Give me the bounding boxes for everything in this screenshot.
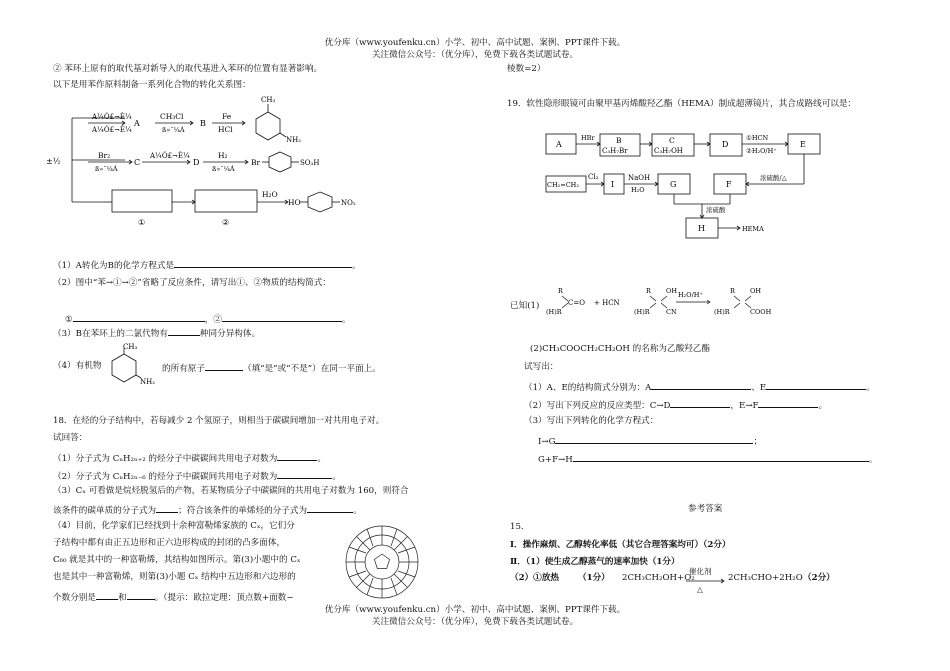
catalyst-arrow [686, 578, 726, 586]
flow-hbr: HBr [581, 134, 595, 142]
answer-15: 15． [510, 522, 530, 532]
r1-bot-cond: A¼Ó£¬È¼ [92, 126, 132, 134]
flow-conc-1: 浓硫酸/△ [760, 174, 787, 182]
footer-line-1: 优分库（www.youfenku.cn）小学、初中、高中试题、案例、PPT课件下载。 [324, 605, 626, 615]
mid-cond: A¼Ó£¬È¼ [150, 152, 190, 160]
label-B: B [200, 119, 206, 128]
answer-15-ii-2b: （1分） [578, 573, 610, 583]
known-prefix: 已知(1) [510, 301, 540, 311]
ch3-group-1: CH₃ [261, 96, 276, 104]
question-4-prefix: （4）有机物 [53, 361, 102, 371]
answer-15-ii-2e: （2分） [803, 573, 835, 583]
q4-ch3: CH₃ [123, 343, 138, 351]
q18-title: 18．在烃的分子结构中，若每减少 2 个氢原子，则相当于碳碳间增加一对共用电子对。 [53, 416, 385, 426]
known-2: (2)CH₃COOCH₂CH₂OH 的名称为乙酸羟乙酯 [530, 344, 710, 354]
r1-top-cond: A¼Ó£¬È¼ [92, 113, 132, 121]
answers-title: 参考答案 [688, 504, 723, 514]
question-2: （2）图中“苯→①→②”省略了反应条件，请写出①、②物质的结构简式： [53, 278, 331, 288]
known-acid: H₂O/H⁺ [678, 291, 703, 299]
q18-part-1: （1）分子式为 CₙH₂ₙ₊₂ 的烃分子中碳碳间共用电子对数为 。 [53, 451, 326, 465]
nh2-group-1: NH₂ [286, 136, 302, 144]
flow-D: D [722, 140, 729, 149]
br-group: Br [251, 158, 261, 167]
question-2-answers: ① ，② 。 [65, 312, 351, 326]
flow-naoh: NaOH [628, 174, 651, 182]
header-line-2: 关注微信公众号：（优分库），免费下载各类试题试卷。 [371, 50, 579, 60]
answer-blank-q4[interactable] [205, 361, 243, 371]
q18-part-3a: （3）Cₓ 可看做是烷烃脱氢后的产物，若某物质分子中碳碳间的共用电子对数为 160，则符合 [53, 486, 409, 496]
label-C: C [134, 158, 141, 167]
scheme-start: ±½ [46, 157, 61, 166]
q19-part-3: （3）写出下列转化的化学方程式： [524, 416, 659, 426]
flow-G: G [670, 180, 677, 189]
known-plus-hcn: + HCN [594, 299, 620, 307]
answer-blank-q19-3b[interactable] [573, 452, 869, 462]
flow-ethylene: CH₂=CH₂ [547, 181, 579, 189]
q19-title: 19．软性隐形眼镜可由聚甲基丙烯酸羟乙酯（HEMA）制成超薄镜片，其合成路线可以是： [507, 99, 857, 109]
h2-reagent: H₂ [218, 151, 228, 160]
known-r2: R [646, 287, 651, 295]
q18-part-3b: 该条件的碳单质的分子式为 ；符合该条件的单烯烃的分子式为 。 [53, 503, 362, 517]
answer-blank-q18-2[interactable] [277, 469, 332, 479]
flow-F: F [726, 180, 732, 189]
br2-reagent: Br₂ [98, 151, 111, 160]
br2-cond: ß»¯¼Á [95, 165, 118, 173]
answer-blank-q18-1[interactable] [277, 451, 317, 461]
catalyst-label: 催化剂 [689, 567, 712, 576]
so3h-group: SO₃H [300, 159, 320, 167]
known-r1: R [558, 287, 563, 295]
rule-2-text: ② 苯环上原有的取代基对新导入的取代基进入苯环的位置有显著影响。 [53, 64, 323, 74]
answer-15-ii: Ⅱ．（1）使生成乙醇蒸气的速率加快（1分） [510, 557, 680, 567]
answer-blank-q18-3a[interactable] [156, 503, 178, 513]
q18-ask: 试回答： [53, 433, 88, 443]
answer-15-i: Ⅰ．操作麻烦、乙醇转化率低（其它合理答案均可）（2分） [510, 540, 731, 550]
label-D: D [193, 158, 200, 167]
answer-blank-q3[interactable] [168, 326, 200, 336]
flow-step-1: ①HCN [746, 134, 769, 142]
q18-part-4a: （4）目前，化学家们已经找到十余种富勒烯家族的 Cₓ，它们分 [53, 521, 295, 531]
q19-part-3-ig: I→G ； [538, 434, 762, 448]
q19-ask: 试写出： [524, 362, 559, 372]
flow-E: E [800, 140, 806, 149]
known-cn: CN [666, 308, 677, 316]
reaction-scheme [40, 90, 460, 240]
flow-C: C [669, 136, 675, 145]
flow-I: I [611, 180, 615, 189]
q18-part-4c: C₆₀ 就是其中的一种富勒烯，其结构如图所示。第(3)小题中的 Cₓ [53, 555, 301, 565]
answer-blank-q18-4b[interactable] [127, 590, 155, 600]
flow-h2o: H₂O [631, 186, 645, 194]
header-line-1: 优分库（www.youfenku.cn）小学、初中、高中试题、案例、PPT课件下载。 [324, 38, 626, 48]
label-A: A [134, 119, 140, 128]
flow-A: A [556, 140, 562, 149]
h2-cond: ß»¯¼Á [212, 165, 235, 173]
q18-part-4e: 个数分别是 和 。（提示：欧拉定理：顶点数+面数− [53, 590, 294, 604]
ch3cl-cond: ß»¯¼Á [162, 126, 185, 134]
answer-blank-q1[interactable] [174, 258, 352, 268]
fe-reagent: Fe [222, 112, 232, 121]
flow-conc-2: 浓硫酸 [706, 206, 726, 214]
scheme-intro: 以下是用苯作原料制备一系列化合物的转化关系图： [53, 80, 251, 90]
known-r3: R [730, 287, 735, 295]
answer-blank-q19-2b[interactable] [758, 398, 818, 408]
answer-blank-q18-3b[interactable] [307, 503, 353, 513]
no2-group: NO₂ [341, 199, 356, 207]
heat-label: △ [697, 585, 703, 594]
answer-blank-q19-3a[interactable] [555, 434, 753, 444]
ch3cl-reagent: CH₃Cl [160, 112, 184, 121]
flow-B-formula: C₃H₇Br [602, 147, 628, 155]
flow-cl2: Cl₂ [588, 173, 599, 181]
question-1: （1）A转化为B的化学方程式是 。 [53, 258, 361, 272]
circle-2-label: ② [222, 218, 230, 227]
carryover-text: 棱数=2） [507, 64, 546, 74]
known-hr2: (H)R [634, 308, 650, 316]
flow-C-formula: C₃H₇OH [654, 147, 683, 155]
known-oh3: OH [750, 287, 761, 295]
answer-15-ii-2a: （2）①放热 [510, 573, 559, 583]
q4-molecule [106, 342, 158, 388]
known-reaction [546, 282, 806, 322]
flow-H: H [698, 224, 705, 233]
hema-synthesis-flowchart [540, 128, 840, 240]
answer-blank-q2-2[interactable] [222, 312, 342, 322]
answer-blank-q19-1b[interactable] [766, 380, 866, 390]
hcl-reagent: HCl [218, 125, 233, 134]
q18-part-4d: 也是其中一种富勒烯，则第(3)小题 Cₓ 结构中五边形和六边形的 [53, 572, 296, 582]
q19-part-3-gfh: G+F→H 。 [538, 452, 877, 466]
q19-part-1: （1）A、E的结构简式分别为：A 、E 。 [524, 380, 875, 394]
ho-group: HO [288, 198, 301, 207]
question-4-text: 的所有原子 （填“是”或“不是”）在同一平面上。 [162, 361, 381, 375]
flow-hema: HEMA [742, 225, 764, 233]
flow-B: B [616, 136, 622, 145]
answer-blank-q18-4a[interactable] [96, 590, 118, 600]
h2o-reagent: H₂O [262, 190, 278, 199]
answer-blank-q19-1a[interactable] [651, 380, 751, 390]
flow-step-2: ②H₂O/H⁺ [746, 147, 777, 155]
answer-15-equation-left: 2CH₃CH₂OH+O₂ [622, 573, 695, 583]
footer-line-2: 关注微信公众号：（优分库），免费下载各类试题试卷。 [371, 617, 579, 627]
known-oh2: OH [666, 287, 677, 295]
known-cooh: COOH [750, 308, 772, 316]
known-hr1: (H)R [546, 308, 562, 316]
answer-15-equation-right: 2CH₃CHO+2H₂O [728, 573, 803, 583]
answer-blank-q19-2a[interactable] [670, 398, 730, 408]
known-hr3: (H)R [714, 308, 730, 316]
circle-1-label: ① [138, 218, 146, 227]
c60-fullerene-figure [343, 523, 421, 601]
known-carbonyl: C=O [568, 299, 585, 307]
answer-blank-q2-1[interactable] [73, 312, 205, 322]
q18-part-2: （2）分子式为 CₙH₂ₙ₋₆ 的烃分子中碳碳间共用电子对数为 。 [53, 469, 341, 483]
q19-part-2: （2）写出下列反应的反应类型：C→D ，E→F 。 [524, 398, 827, 412]
question-3: （3）B在苯环上的二氯代物有 种同分异构体。 [53, 326, 260, 340]
q4-nh2: NH₂ [140, 378, 156, 386]
q18-part-4b: 子结构中都有由正五边形和正六边形构成的封闭的凸多面体， [53, 538, 286, 548]
